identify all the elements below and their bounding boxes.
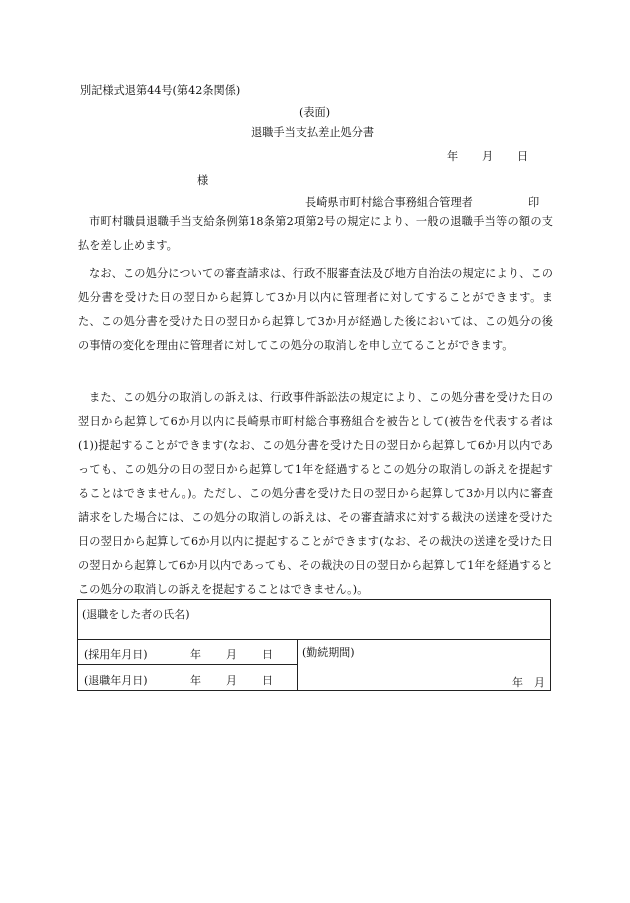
retire-date-year: 年: [190, 674, 201, 687]
row-divider-2: [78, 664, 297, 665]
hire-date-label: (採用年月日): [84, 648, 148, 661]
date-year-label: 年: [447, 150, 459, 163]
service-period-label: (勤続期間): [302, 646, 355, 659]
form-identifier: 別記様式退第44号(第42条関係): [80, 84, 241, 97]
row-divider-1: [78, 639, 550, 640]
retire-date-day: 日: [262, 674, 273, 687]
retiree-info-table: [77, 599, 551, 691]
column-divider: [297, 639, 298, 690]
addressee-honorific: 様: [197, 174, 209, 187]
body-paragraph-3: また、この処分の取消しの訴えは、行政事件訴訟法の規定により、この処分書を受けた日の翌日から起算して6か月以内に長崎県市町村総合事務組合を被告として(被告を代表する者は(1))提起することができます(なお、この処分書を受けた日の翌日から起算して6か月以内であっても、この処分の日の翌日から起算して1年を経過するとこの処分の取消しの訴えを提起することはできません。)。ただし、この処分書を受けた日の翌日から起算して3か月以内に審査請求をした場合には、この処分の取消しの訴えは、その審査請求に対する裁決の送達を受けた日の翌日から起算して6か月以内に提起することができます(なお、その裁決の送達を受けた日の翌日から起算して6か月以内であっても、その裁決の日の翌日から起算して1年を経過するとこの処分の取消しの訴えを提起することはできません。)。: [78, 391, 553, 596]
document-title: 退職手当支払差止処分書: [251, 126, 375, 139]
side-label: (表面): [299, 106, 331, 119]
body-paragraph-2: なお、この処分についての審査請求は、行政不服審査法及び地方自治法の規定により、この処分書を受けた日の翌日から起算して3か月以内に管理者に対してすることができます。また、この処分書を受けた日の翌日から起算して3か月が経過した後においては、この処分の後の事情の変化を理由に管理者に対してこの処分の取消しを申し立てることができます。: [78, 267, 553, 352]
body-paragraph-1: 市町村職員退職手当支給条例第18条第2項第2号の規定により、一般の退職手当等の額の支払を差し止めます。: [78, 215, 553, 252]
service-period-year: 年: [512, 676, 523, 689]
date-month-label: 月: [482, 150, 494, 163]
retiree-name-label: (退職をした者の氏名): [82, 608, 190, 621]
service-period-month: 月: [534, 676, 545, 689]
hire-date-year: 年: [190, 648, 201, 661]
issuer-name: 長崎県市町村総合事務組合管理者: [305, 196, 473, 209]
retire-date-label: (退職年月日): [84, 674, 148, 687]
hire-date-day: 日: [262, 648, 273, 661]
retire-date-month: 月: [226, 674, 237, 687]
date-day-label: 日: [517, 150, 529, 163]
hire-date-month: 月: [226, 648, 237, 661]
seal-mark: 印: [528, 196, 540, 209]
